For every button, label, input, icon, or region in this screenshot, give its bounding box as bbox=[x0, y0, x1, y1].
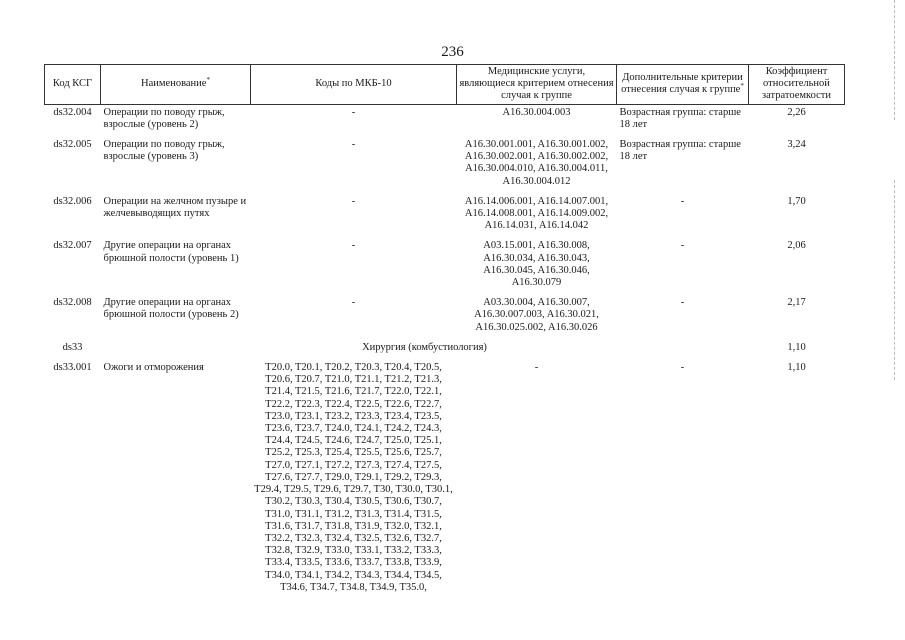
mkb-codes: - bbox=[351, 106, 356, 118]
header-criteria bbox=[617, 65, 749, 105]
ksg-code: ds32.006 bbox=[53, 195, 92, 207]
mkb-codes: - bbox=[351, 297, 356, 309]
ksg-name: Операции по поводу грыж, взрослые (уровень 3) bbox=[103, 139, 225, 163]
table-row bbox=[45, 238, 845, 295]
header-mkb: Коды по МКБ-10 bbox=[251, 65, 457, 105]
group-coefficient: 1,10 bbox=[787, 341, 806, 353]
mkb-codes: - bbox=[351, 139, 356, 151]
header-name-text: Наименование bbox=[141, 78, 207, 90]
mkb-codes: - bbox=[351, 240, 356, 252]
medical-services: A16.30.001.001, A16.30.001.002, A16.30.002.001, A16.30.002.002, A16.30.004.010, A16.30.004.011, A16.30.004.012 bbox=[464, 139, 609, 187]
table-header-row bbox=[45, 65, 845, 105]
ksg-table bbox=[44, 64, 845, 600]
ksg-name: Ожоги и отморожения bbox=[103, 362, 204, 374]
group-title: Хирургия (комбустиология) bbox=[362, 341, 487, 353]
medical-services: - bbox=[534, 362, 539, 374]
medical-services: A03.15.001, A16.30.008, A16.30.034, A16.30.043, A16.30.045, A16.30.046, A16.30.079 bbox=[483, 240, 590, 289]
cost-coefficient: 3,24 bbox=[787, 139, 806, 151]
footnote-mark: * bbox=[740, 82, 744, 91]
extra-criteria: - bbox=[680, 240, 685, 252]
extra-criteria: - bbox=[680, 362, 685, 374]
table-row bbox=[45, 360, 845, 600]
header-criteria-text: Дополнительные критерии отнесения случая к группе bbox=[621, 72, 743, 96]
scan-edge-line bbox=[894, 180, 895, 380]
cost-coefficient: 2,26 bbox=[787, 106, 806, 118]
header-code: Код КСГ bbox=[45, 65, 101, 105]
medical-services: A03.30.004, A16.30.007, A16.30.007.003, A16.30.021, A16.30.025.002, A16.30.026 bbox=[474, 297, 599, 333]
mkb-codes: - bbox=[351, 195, 356, 207]
cost-coefficient: 1,10 bbox=[787, 362, 806, 374]
table-row bbox=[45, 194, 845, 239]
extra-criteria: - bbox=[680, 195, 685, 207]
extra-criteria: Возрастная группа: старше 18 лет bbox=[619, 106, 741, 130]
table-row bbox=[45, 137, 845, 194]
cost-coefficient: 2,17 bbox=[787, 297, 806, 309]
medical-services: A16.14.006.001, A16.14.007.001, A16.14.008.001, A16.14.009.002, A16.14.031, A16.14.042 bbox=[464, 195, 609, 232]
ksg-code: ds32.007 bbox=[53, 240, 92, 252]
ksg-code: ds33.001 bbox=[53, 362, 92, 374]
ksg-name: Операции по поводу грыж, взрослые (уровень 2) bbox=[103, 106, 225, 130]
medical-services: A16.30.004.003 bbox=[502, 106, 571, 118]
header-services: Медицинские услуги, являющиеся критерием отнесения случая к группе bbox=[457, 65, 617, 105]
group-row bbox=[45, 340, 845, 360]
ksg-code: ds32.004 bbox=[53, 106, 92, 118]
cost-coefficient: 2,06 bbox=[787, 240, 806, 252]
table-row bbox=[45, 295, 845, 340]
extra-criteria: - bbox=[680, 297, 685, 309]
header-name bbox=[101, 65, 251, 105]
extra-criteria: Возрастная группа: старше 18 лет bbox=[619, 139, 741, 163]
ksg-code: ds32.008 bbox=[53, 297, 92, 309]
ksg-name: Операции на желчном пузыре и желчевыводящих путях bbox=[103, 195, 247, 220]
cost-coefficient: 1,70 bbox=[787, 195, 806, 207]
ksg-name: Другие операции на органах брюшной полости (уровень 1) bbox=[103, 240, 239, 264]
page-number: 236 bbox=[441, 44, 464, 60]
scan-edge-line bbox=[894, 0, 895, 120]
ksg-name: Другие операции на органах брюшной полости (уровень 2) bbox=[103, 297, 239, 321]
mkb-codes: T20.0, T20.1, T20.2, T20.3, T20.4, T20.5, T20.6, T20.7, T21.0, T21.1, T21.2, T21.3, T21.4, T21.5, T21.6, T21.7, T22.0, T22.1, T22.2, T22.3, T22.4, T22.5, T22.6, T22.7, T23.0, T23.1, T23.2, T23.3, T23.4, T23.5, T23.6, T23.7, T24.0, T24.1, T24.2, T24.3, T24.4, T24.5, T24.6, T24.7, T25.0, T25.1, T25.2, T25.3, T25.4, T25.5, T25.6, T25.7, T27.0, T27.1, T27.2, T27.3, T27.4, T27.5, T27.6, T27.7, T29.0, T29.1, T29.2, T29.3, T29.4, T29.5, T29.6, T29.7, T30, T30.0, T30.1, T30.2, T30.3, T30.4, T30.5, T30.6, T30.7, T31.0, T31.1, T31.2, T31.3, T31.4, T31.5, T31.6, T31.7, T31.8, T31.9, T32.0, T32.1, T32.2, T32.3, T32.4, T32.5, T32.6, T32.7, T32.8, T32.9, T33.0, T33.1, T33.2, T33.3, T33.4, T33.5, T33.6, T33.7, T33.8, T33.9, T34.0, T34.1, T34.2, T34.3, T34.4, T34.5, T34.6, T34.7, T34.8, T34.9, T35.0, bbox=[254, 362, 453, 593]
footnote-mark: * bbox=[206, 76, 210, 85]
header-coef: Коэффициент относительной затратоемкости bbox=[749, 65, 845, 105]
table-row bbox=[45, 104, 845, 137]
ksg-code: ds32.005 bbox=[53, 139, 92, 151]
group-code: ds33 bbox=[62, 341, 83, 353]
